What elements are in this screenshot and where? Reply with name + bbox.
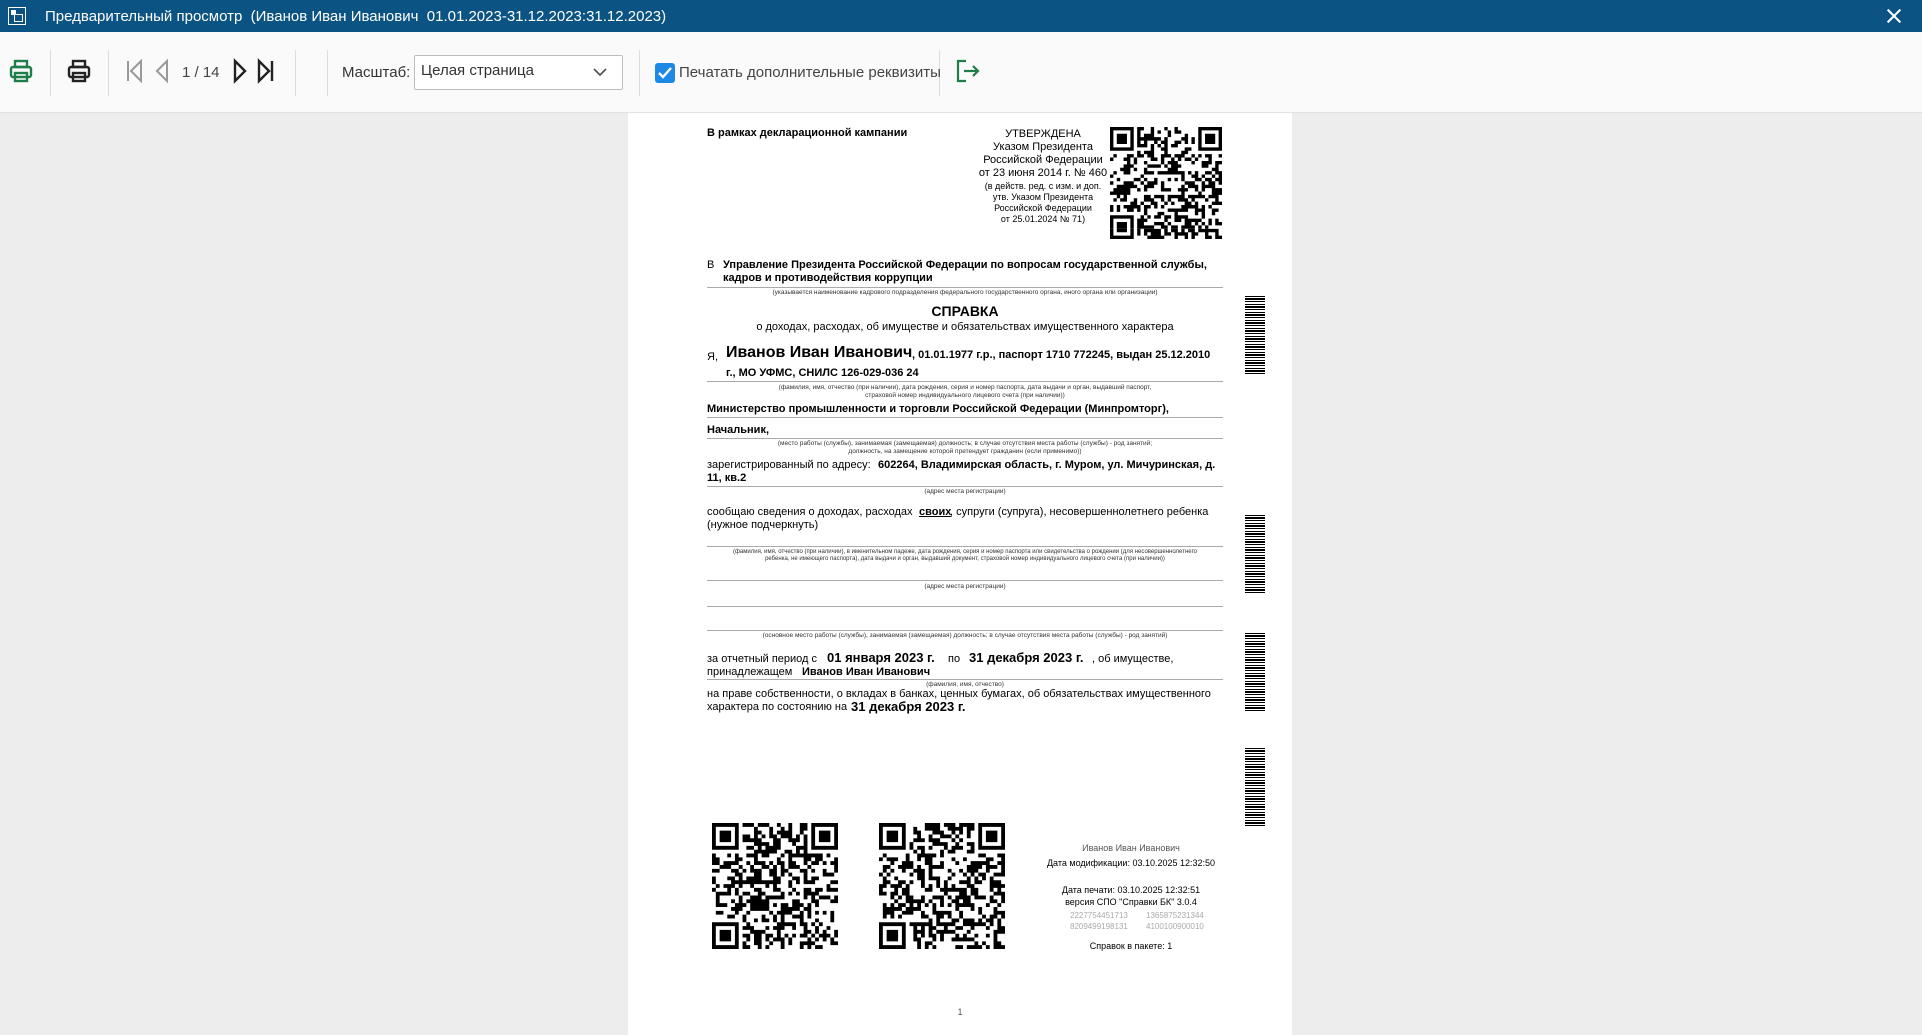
separator bbox=[639, 50, 640, 96]
period-to: 31 декабря 2023 г. bbox=[969, 650, 1084, 665]
separator bbox=[295, 50, 296, 96]
qr-code-top bbox=[1110, 127, 1222, 239]
work-hint: (основное место работы (службы), занимаемая (замещаемая) должность; в случае отсутствия места работы (службы) - род занятий) bbox=[762, 632, 1168, 639]
app-icon bbox=[8, 7, 26, 25]
next-page-button[interactable] bbox=[227, 55, 253, 87]
print-extra-label[interactable]: Печатать дополнительные реквизиты bbox=[679, 64, 941, 81]
first-page-button[interactable] bbox=[121, 55, 147, 87]
approved-line-4: от 23 июня 2014 г. № 460 bbox=[978, 167, 1108, 179]
title-bar bbox=[0, 0, 1922, 32]
approved-small-1: (в действ. ред. с изм. и доп. bbox=[984, 181, 1102, 191]
close-icon[interactable] bbox=[1882, 4, 1906, 28]
approved-small-3: Российской Федерации bbox=[994, 203, 1092, 213]
footer-name: Иванов Иван Иванович bbox=[1082, 843, 1180, 853]
owner-hint: (фамилия, имя, отчество) bbox=[926, 681, 1004, 688]
rule bbox=[707, 679, 1223, 680]
ownership-date: 31 декабря 2023 г. bbox=[851, 699, 966, 714]
print-green-icon bbox=[8, 58, 34, 84]
report-line-1c: , супруги (супруга), несовершеннолетнего ребенка bbox=[950, 506, 1209, 518]
period-suffix: , об имуществе, bbox=[1092, 653, 1174, 665]
position-hint-1: (место работы (службы), занимаемая (замещаемая) должность; в случае отсутствия места работы (службы) - род занятий; bbox=[777, 440, 1153, 447]
rule bbox=[707, 438, 1223, 439]
rule bbox=[707, 486, 1223, 487]
rule bbox=[707, 606, 1223, 607]
print-extra-checkbox[interactable] bbox=[655, 63, 675, 83]
page-number: 1 bbox=[957, 1007, 963, 1017]
quick-print-button[interactable] bbox=[5, 55, 37, 87]
qr-pattern bbox=[712, 823, 838, 949]
recipient-line-1: Управление Президента Российской Федерации по вопросам государственной службы, bbox=[723, 259, 1207, 271]
footer-code: 1365875231344 bbox=[1146, 911, 1204, 920]
prev-page-button[interactable] bbox=[149, 55, 175, 87]
address-hint-2: (адрес места регистрации) bbox=[924, 583, 1006, 590]
owner-prefix: принадлежащем bbox=[707, 666, 793, 678]
report-line-1a: сообщаю сведения о доходах, расходах bbox=[707, 506, 913, 518]
person-name: Иванов Иван Иванович bbox=[726, 344, 913, 361]
barcode bbox=[1245, 515, 1265, 593]
chevron-down-icon bbox=[592, 66, 608, 78]
last-page-icon bbox=[255, 58, 277, 84]
to-prefix: В bbox=[707, 259, 715, 271]
address-line-1: 602264, Владимирская область, г. Муром, ул. Мичуринская, д. bbox=[878, 459, 1216, 471]
doc-subheading: о доходах, расходах, об имуществе и обязательствах имущественного характера bbox=[756, 321, 1174, 333]
address-line-2: 11, кв.2 bbox=[707, 472, 747, 484]
qr-pattern bbox=[1110, 127, 1222, 239]
footer-code: 8209499198131 bbox=[1070, 922, 1128, 931]
footer-code: 2227754451713 bbox=[1070, 911, 1128, 920]
recipient-line-2: кадров и противодействия коррупции bbox=[723, 272, 933, 284]
person-details-2: г., МО УФМС, СНИЛС 126-029-036 24 bbox=[726, 367, 919, 379]
position-hint-2: должность, на замещение которой претендует гражданин (если применимо)) bbox=[848, 448, 1082, 455]
approved-small-4: от 25.01.2024 № 71) bbox=[1000, 214, 1086, 224]
print-button[interactable] bbox=[63, 55, 95, 87]
period-from: 01 января 2023 г. bbox=[827, 650, 935, 665]
barcode bbox=[1245, 296, 1265, 374]
page-counter: 1 / 14 bbox=[182, 64, 220, 81]
employer: Министерство промышленности и торговли Российской Федерации (Минпромторг), bbox=[707, 403, 1169, 415]
owner-name: Иванов Иван Иванович bbox=[802, 666, 931, 678]
approved-line-2: Указом Президента bbox=[993, 141, 1093, 153]
qr-code-bottom-left bbox=[712, 823, 838, 949]
doc-heading: СПРАВКА bbox=[931, 303, 999, 319]
i-prefix: Я, bbox=[707, 351, 718, 363]
person-hint-2: страховой номер индивидуального лицевого счета (при наличии)) bbox=[865, 392, 1065, 399]
position: Начальник, bbox=[707, 424, 770, 436]
document-page bbox=[628, 113, 1292, 1035]
approved-small-2: утв. Указом Президента bbox=[992, 192, 1094, 202]
rule bbox=[707, 417, 1223, 418]
toolbar bbox=[0, 32, 1922, 113]
rule bbox=[707, 580, 1223, 581]
first-page-icon bbox=[123, 58, 145, 84]
prev-page-icon bbox=[151, 58, 173, 84]
footer-version: версия СПО "Справки БК" 3.0.4 bbox=[1065, 897, 1197, 907]
zoom-label: Масштаб: bbox=[342, 64, 411, 81]
report-line-1b: своих bbox=[919, 506, 952, 518]
rule bbox=[707, 287, 1223, 288]
footer-modified: Дата модификации: 03.10.2025 12:32:50 bbox=[1046, 858, 1216, 868]
person-details-1: , 01.01.1977 г.р., паспорт 1710 772245, выдан 25.12.2010 bbox=[912, 349, 1211, 361]
person-hint-1: (фамилия, имя, отчество (при наличии), дата рождения, серия и номер паспорта, дата выдачи и орган, выдавший паспорт, bbox=[778, 384, 1152, 391]
last-page-button[interactable] bbox=[253, 55, 279, 87]
exit-icon bbox=[954, 57, 982, 85]
recipient-hint: (указывается наименование кадрового подразделения федерального государственного органа, иного органа или организации) bbox=[772, 289, 1158, 296]
preview-viewport[interactable] bbox=[0, 113, 1922, 1035]
address-prefix: зарегистрированный по адресу: bbox=[707, 459, 871, 471]
separator bbox=[50, 50, 51, 96]
next-page-icon bbox=[229, 58, 251, 84]
period-prefix: за отчетный период с bbox=[707, 653, 818, 665]
exit-button[interactable] bbox=[952, 55, 984, 87]
period-to-prefix: по bbox=[948, 653, 961, 665]
check-icon bbox=[655, 63, 675, 83]
report-line-2: (нужное подчеркнуть) bbox=[707, 519, 819, 531]
rule bbox=[707, 381, 1223, 382]
relative-hint-2: ребенка, не имеющего паспорта), дата выдачи и орган, выдавший документ, страховой номер индивидуального лицевого счета (при наличии)) bbox=[765, 556, 1165, 562]
address-hint: (адрес места регистрации) bbox=[924, 488, 1006, 495]
footer-printed: Дата печати: 03.10.2025 12:32:51 bbox=[1061, 885, 1201, 895]
footer-package: Справок в пакете: 1 bbox=[1089, 941, 1173, 951]
zoom-select[interactable] bbox=[414, 55, 623, 90]
barcode bbox=[1245, 633, 1265, 711]
separator bbox=[108, 50, 109, 96]
rule bbox=[707, 630, 1223, 631]
qr-pattern bbox=[879, 823, 1005, 949]
ownership-line-2: характера по состоянию на bbox=[707, 701, 848, 713]
separator bbox=[327, 50, 328, 96]
qr-code-bottom-middle bbox=[879, 823, 1005, 949]
ownership-line-1: на праве собственности, о вкладах в банках, ценных бумагах, об обязательствах имущественного bbox=[707, 688, 1211, 700]
approved-line-3: Российской Федерации bbox=[983, 154, 1103, 166]
relative-hint-1: (фамилия, имя, отчество (при наличии), в именительном падеже, дата рождения, серия и номер паспорта или свидетельства о рождении (для несовершеннолетнего bbox=[733, 549, 1197, 555]
campaign-text: В рамках декларационной кампании bbox=[707, 127, 908, 139]
barcode bbox=[1245, 748, 1265, 826]
zoom-value: Целая страница bbox=[421, 62, 534, 79]
print-icon bbox=[66, 58, 92, 84]
approved-line-1: УТВЕРЖДЕНА bbox=[1005, 128, 1081, 140]
window-title: Предварительный просмотр (Иванов Иван Иванович 01.01.2023-31.12.2023:31.12.2023) bbox=[45, 7, 667, 25]
footer-code: 4100100900010 bbox=[1146, 922, 1204, 931]
rule bbox=[707, 546, 1223, 547]
